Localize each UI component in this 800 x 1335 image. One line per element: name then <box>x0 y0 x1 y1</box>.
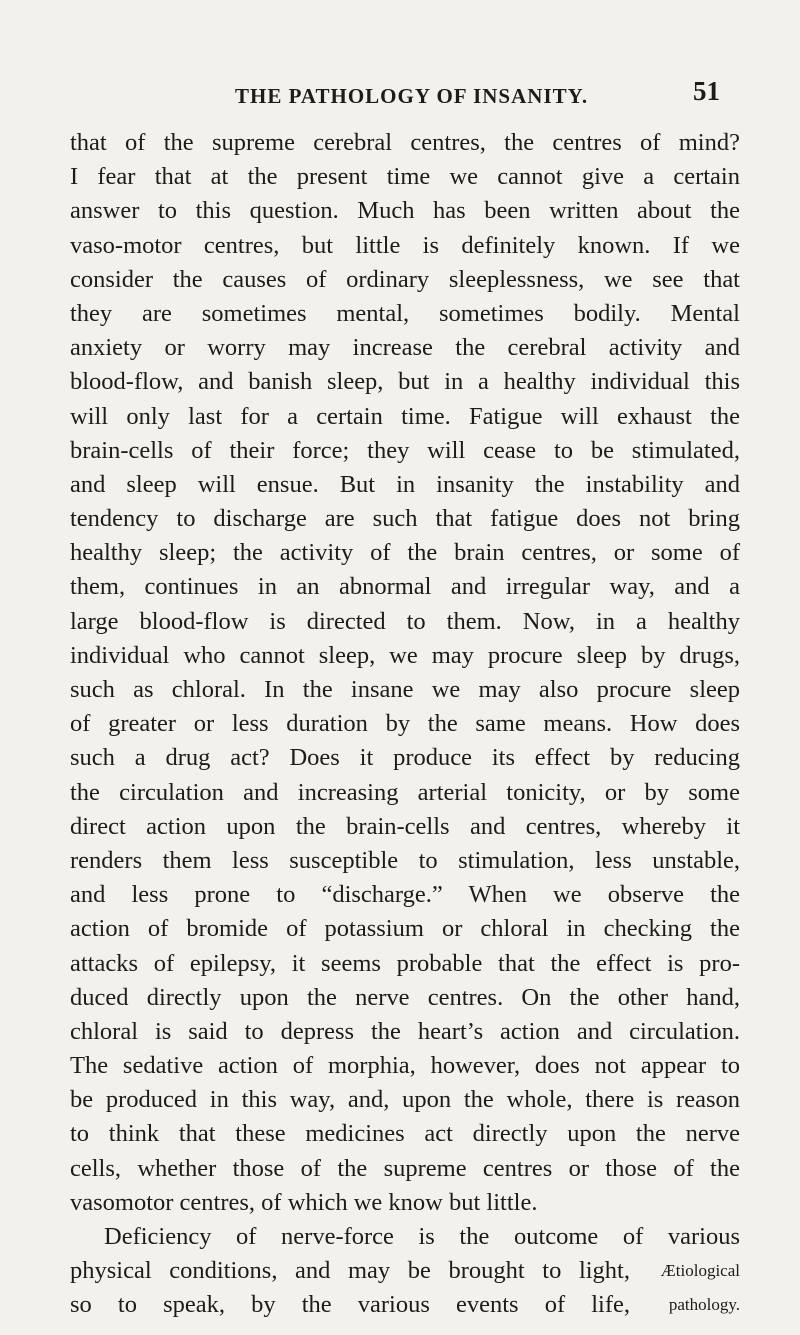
paragraph-2 <box>70 1220 740 1323</box>
text-line: answer to this question. Much has been written about the <box>70 197 740 225</box>
text-line: physical conditions, and may be brought to light, <box>70 1257 630 1285</box>
text-line: renders them less susceptible to stimulation, less unstable, <box>70 846 740 874</box>
page-number: 51 <box>693 76 720 106</box>
page-header <box>70 76 730 110</box>
text-line: direct action upon the brain-cells and centres, whereby it <box>70 812 740 840</box>
text-line: to think that these medicines act directly upon the nerve <box>70 1120 740 1148</box>
text-line: chloral is said to depress the heart’s action and circulation. <box>70 1017 740 1045</box>
text-line: such as chloral. In the insane we may also procure sleep <box>70 676 740 703</box>
text-line: vaso-motor centres, but little is definitely known. If we <box>70 231 740 259</box>
text-line: large blood-flow is directed to them. Now, in a healthy <box>70 607 740 635</box>
text-line: them, continues in an abnormal and irregular way, and a <box>70 573 740 601</box>
text-line: anxiety or worry may increase the cerebral activity and <box>70 334 740 362</box>
text-line: will only last for a certain time. Fatigue will exhaust the <box>70 402 740 430</box>
marginal-note-line-2: pathology. <box>668 1295 740 1314</box>
text-line: so to speak, by the various events of life, <box>70 1291 630 1319</box>
marginal-note-line-1: Ætiological <box>660 1261 740 1280</box>
text-line: that of the supreme cerebral centres, the centres of mind? <box>70 129 740 156</box>
text-line: they are sometimes mental, sometimes bodily. Mental <box>70 299 740 327</box>
text-line: Deficiency of nerve-force is the outcome of various <box>104 1223 740 1250</box>
text-line: of greater or less duration by the same means. How does <box>70 710 740 738</box>
text-line: duced directly upon the nerve centres. On the other hand, <box>70 983 740 1011</box>
text-line: such a drug act? Does it produce its effect by reducing <box>70 744 740 772</box>
text-line: action of bromide of potassium or chloral in checking the <box>70 915 740 943</box>
text-line: and sleep will ensue. But in insanity the instability and <box>70 470 740 498</box>
text-line: consider the causes of ordinary sleeplessness, we see that <box>70 265 740 293</box>
text-line: brain-cells of their force; they will cease to be stimulated, <box>70 436 740 464</box>
text-line: blood-flow, and banish sleep, but in a healthy individual this <box>70 368 740 396</box>
text-line: attacks of epilepsy, it seems probable that the effect is pro- <box>70 949 740 977</box>
text-line: vasomotor centres, of which we know but little. <box>70 1188 538 1216</box>
text-line: I fear that at the present time we cannot give a certain <box>70 163 740 191</box>
text-line: be produced in this way, and, upon the whole, there is reason <box>70 1086 740 1114</box>
text-line: cells, whether those of the supreme centres or those of the <box>70 1154 740 1182</box>
paragraph-1 <box>70 126 740 1220</box>
running-title: THE PATHOLOGY OF INSANITY. <box>235 84 589 108</box>
text-line: tendency to discharge are such that fatigue does not bring <box>70 505 740 533</box>
text-line: the circulation and increasing arterial tonicity, or by some <box>70 778 740 806</box>
text-line: and less prone to “discharge.” When we observe the <box>70 881 740 909</box>
text-line: individual who cannot sleep, we may procure sleep by drugs, <box>70 641 740 669</box>
text-line: The sedative action of morphia, however, does not appear to <box>70 1052 740 1080</box>
body-text <box>70 126 740 1323</box>
text-line: healthy sleep; the activity of the brain centres, or some of <box>70 539 740 567</box>
